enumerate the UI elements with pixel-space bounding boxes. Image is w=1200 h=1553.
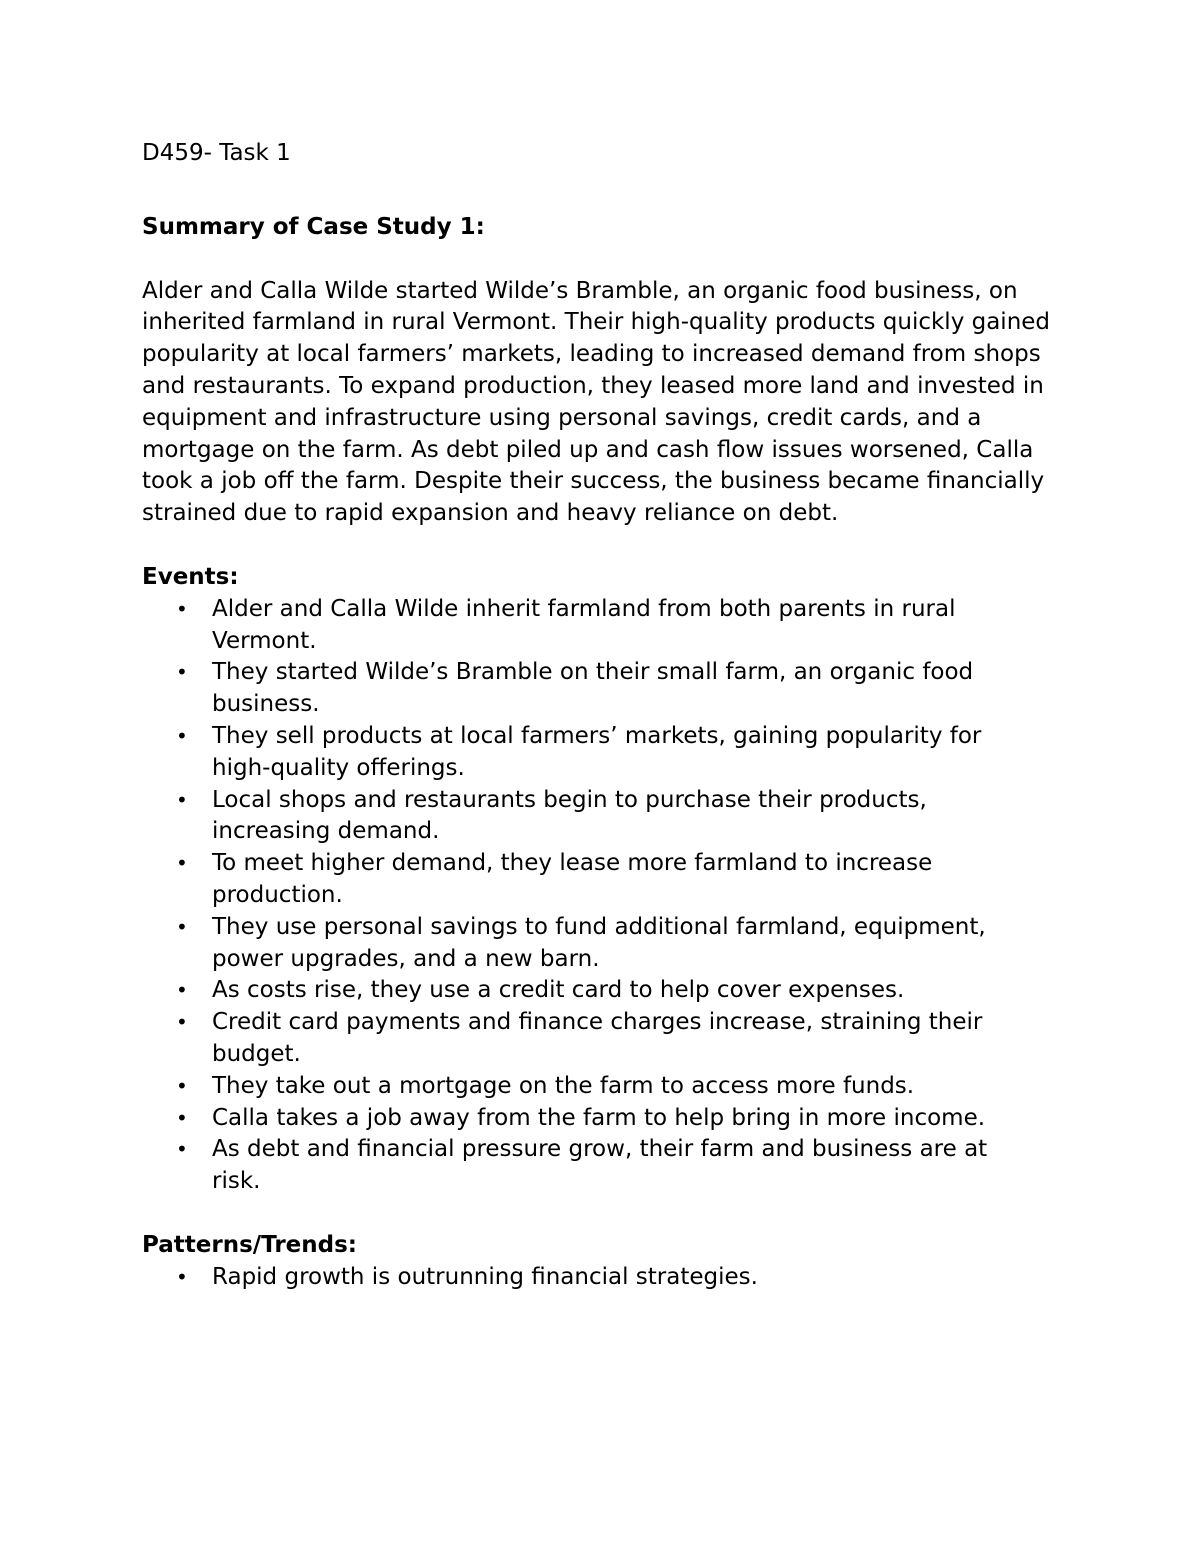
document-page bbox=[142, 138, 1062, 1294]
event-text: Alder and Calla Wilde inherit farmland from both parents in rural Vermont. bbox=[212, 595, 956, 654]
summary-heading: Summary of Case Study 1: bbox=[142, 213, 485, 240]
bullet-icon: • bbox=[176, 978, 188, 1003]
events-list bbox=[142, 594, 1062, 1198]
list-item bbox=[142, 975, 1022, 1007]
bullet-icon: • bbox=[176, 851, 188, 876]
list-item bbox=[142, 1262, 1022, 1294]
event-text: As debt and financial pressure grow, their farm and business are at risk. bbox=[212, 1136, 988, 1195]
event-text: As costs rise, they use a credit card to help cover expenses. bbox=[212, 977, 905, 1004]
event-text: They started Wilde’s Bramble on their small farm, an organic food business. bbox=[212, 659, 974, 718]
list-item bbox=[142, 848, 1022, 912]
summary-paragraph: Alder and Calla Wilde started Wilde’s Bramble, an organic food business, on inherited farmland in rural Vermont. Their high-quality products quickly gained popularity at local farmers’ markets, leading to increased demand from shops and restaurants. To expand production, they leased more land and invested in equipment and infrastructure using personal savings, credit cards, and a mortgage on the farm. As debt piled up and cash flow issues worsened, Calla took a job off the farm. Despite their success, the business became financially strained due to rapid expansion and heavy reliance on debt. bbox=[142, 277, 1051, 527]
event-text: To meet higher demand, they lease more farmland to increase production. bbox=[212, 850, 933, 908]
list-item bbox=[142, 721, 1022, 785]
event-text: Credit card payments and finance charges increase, straining their budget. bbox=[212, 1009, 983, 1067]
patterns-heading: Patterns/Trends: bbox=[142, 1231, 357, 1258]
bullet-icon: • bbox=[176, 1137, 188, 1162]
bullet-icon: • bbox=[176, 1264, 188, 1289]
event-text: Calla takes a job away from the farm to help bring in more income. bbox=[212, 1104, 986, 1131]
patterns-list bbox=[142, 1262, 1062, 1294]
events-heading: Events: bbox=[142, 563, 239, 590]
event-text: Local shops and restaurants begin to purchase their products, increasing demand. bbox=[212, 786, 927, 845]
pattern-text: Rapid growth is outrunning financial strategies. bbox=[212, 1263, 758, 1290]
event-text: They sell products at local farmers’ markets, gaining popularity for high-quality offerings. bbox=[212, 722, 982, 781]
document-title: D459- Task 1 bbox=[142, 140, 291, 166]
bullet-icon: • bbox=[176, 1105, 188, 1130]
bullet-icon: • bbox=[176, 596, 188, 621]
list-item bbox=[142, 912, 1022, 976]
list-item bbox=[142, 1007, 1022, 1071]
event-text: They use personal savings to fund additional farmland, equipment, power upgrades, and a new barn. bbox=[212, 913, 986, 972]
list-item bbox=[142, 1071, 1022, 1103]
list-item bbox=[142, 785, 1022, 849]
bullet-icon: • bbox=[176, 787, 188, 812]
list-item bbox=[142, 1134, 1022, 1198]
bullet-icon: • bbox=[176, 723, 188, 748]
bullet-icon: • bbox=[176, 1010, 188, 1035]
bullet-icon: • bbox=[176, 1073, 188, 1098]
list-item bbox=[142, 1103, 1022, 1135]
list-item bbox=[142, 594, 1022, 658]
bullet-icon: • bbox=[176, 660, 188, 685]
list-item bbox=[142, 657, 1022, 721]
event-text: They take out a mortgage on the farm to access more funds. bbox=[212, 1072, 915, 1099]
bullet-icon: • bbox=[176, 914, 188, 939]
